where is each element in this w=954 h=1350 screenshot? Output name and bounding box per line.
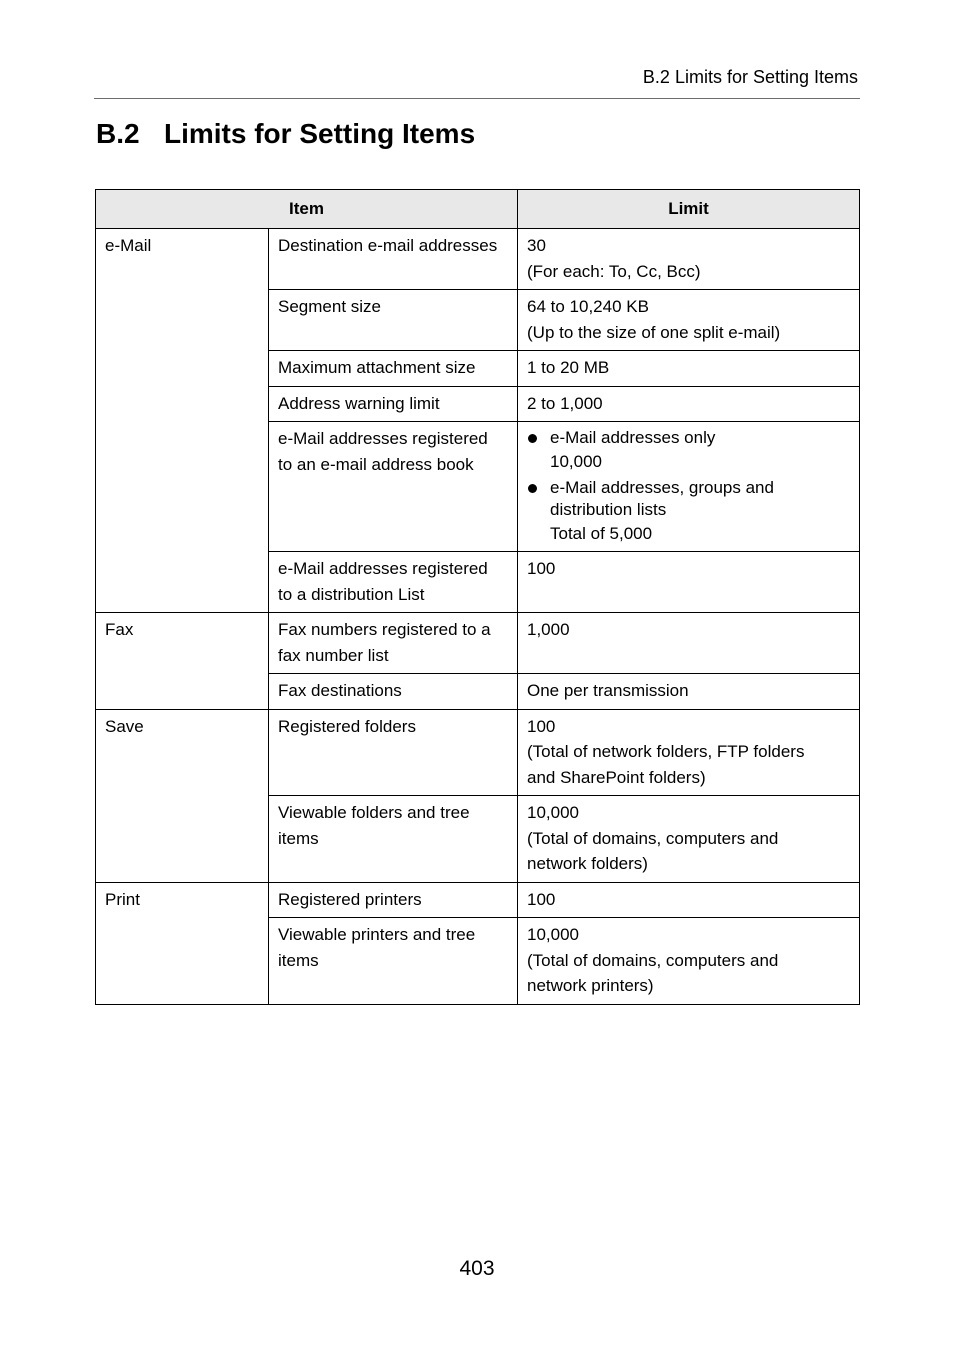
limit-line: 2 to 1,000 [527,393,603,413]
limit-line: 10,000 [527,925,579,944]
limit-cell [518,290,860,351]
item-line: e-Mail addresses registered [278,559,488,578]
header-item: Item [96,190,518,229]
bullet-text: e-Mail addresses, groups and [550,478,774,497]
limit-line: 100 [527,716,556,736]
table-row [96,229,860,290]
table-header-row [96,190,860,229]
item-line: to an e-mail address book [278,454,474,474]
limit-cell [518,552,860,613]
bullet-item [527,477,850,521]
item-line: Fax destinations [278,681,402,700]
limit-line: 30 [527,236,546,255]
item-line: Viewable folders and tree [278,803,470,822]
item-cell [269,386,518,422]
item-cell [269,290,518,351]
item-line: Registered printers [278,889,422,909]
item-line: Registered folders [278,716,416,736]
item-line: to a distribution List [278,584,425,604]
item-cell [269,422,518,552]
limits-table [95,189,860,1005]
limit-cell [518,709,860,796]
page-number: 403 [459,1257,495,1280]
limit-cell [518,613,860,674]
bullet-text: e-Mail addresses only [550,428,716,447]
limit-cell [518,796,860,883]
limit-cell [518,351,860,387]
limit-line: 1,000 [527,620,570,639]
limit-cell [518,882,860,918]
item-line: items [278,950,319,970]
item-line: fax number list [278,645,389,665]
category-cell: Save [96,709,269,882]
item-line: Segment size [278,297,381,316]
bullet-dot-icon [528,434,537,443]
section-number: B.2 [96,118,140,149]
item-line: Fax numbers registered to a [278,620,491,639]
item-line: Maximum attachment size [278,358,476,377]
item-cell [269,229,518,290]
bullet-text: distribution lists [550,500,667,519]
item-cell [269,351,518,387]
table-row [96,882,860,918]
running-header: B.2 Limits for Setting Items [642,67,858,87]
item-line: items [278,828,319,848]
limit-cell [518,918,860,1005]
limit-cell [518,386,860,422]
category-cell: e-Mail [96,229,269,613]
section-title-text: Limits for Setting Items [164,118,476,149]
section-title [96,117,475,151]
header-rule [94,98,860,99]
item-cell [269,674,518,710]
item-cell [269,552,518,613]
limit-cell [518,229,860,290]
item-cell [269,613,518,674]
limit-line: 64 to 10,240 KB [527,297,649,316]
item-cell [269,709,518,796]
item-cell [269,796,518,883]
item-line: Address warning limit [278,393,440,413]
limit-line: (Total of network folders, FTP folders [527,742,805,761]
category-cell: Print [96,882,269,1004]
table-row [96,613,860,674]
table-body [96,229,860,1005]
limit-line: (For each: To, Cc, Bcc) [527,261,701,281]
limit-line: 10,000 [527,803,579,822]
item-line: Destination e-mail addresses [278,236,498,255]
limit-cell [518,674,860,710]
item-cell [269,918,518,1005]
limit-line: network printers) [527,976,654,995]
header-limit: Limit [518,190,860,229]
limit-line: (Total of domains, computers and [527,950,779,970]
limit-line: 100 [527,559,556,578]
bullet-value: 10,000 [550,452,602,471]
limit-cell [518,422,860,552]
table-row [96,709,860,796]
limit-line: 1 to 20 MB [527,358,610,377]
item-cell [269,882,518,918]
limit-line: One per transmission [527,681,689,700]
limit-line: 100 [527,889,556,909]
item-line: e-Mail addresses registered [278,429,488,448]
limit-line: network folders) [527,854,648,873]
limit-line: and SharePoint folders) [527,767,706,787]
bullet-dot-icon [528,484,537,493]
item-line: Viewable printers and tree [278,925,476,944]
category-cell: Fax [96,613,269,710]
bullet-item [527,427,850,449]
limit-line: (Total of domains, computers and [527,828,779,848]
bullet-value: Total of 5,000 [550,524,653,543]
limit-line: (Up to the size of one split e-mail) [527,322,781,342]
